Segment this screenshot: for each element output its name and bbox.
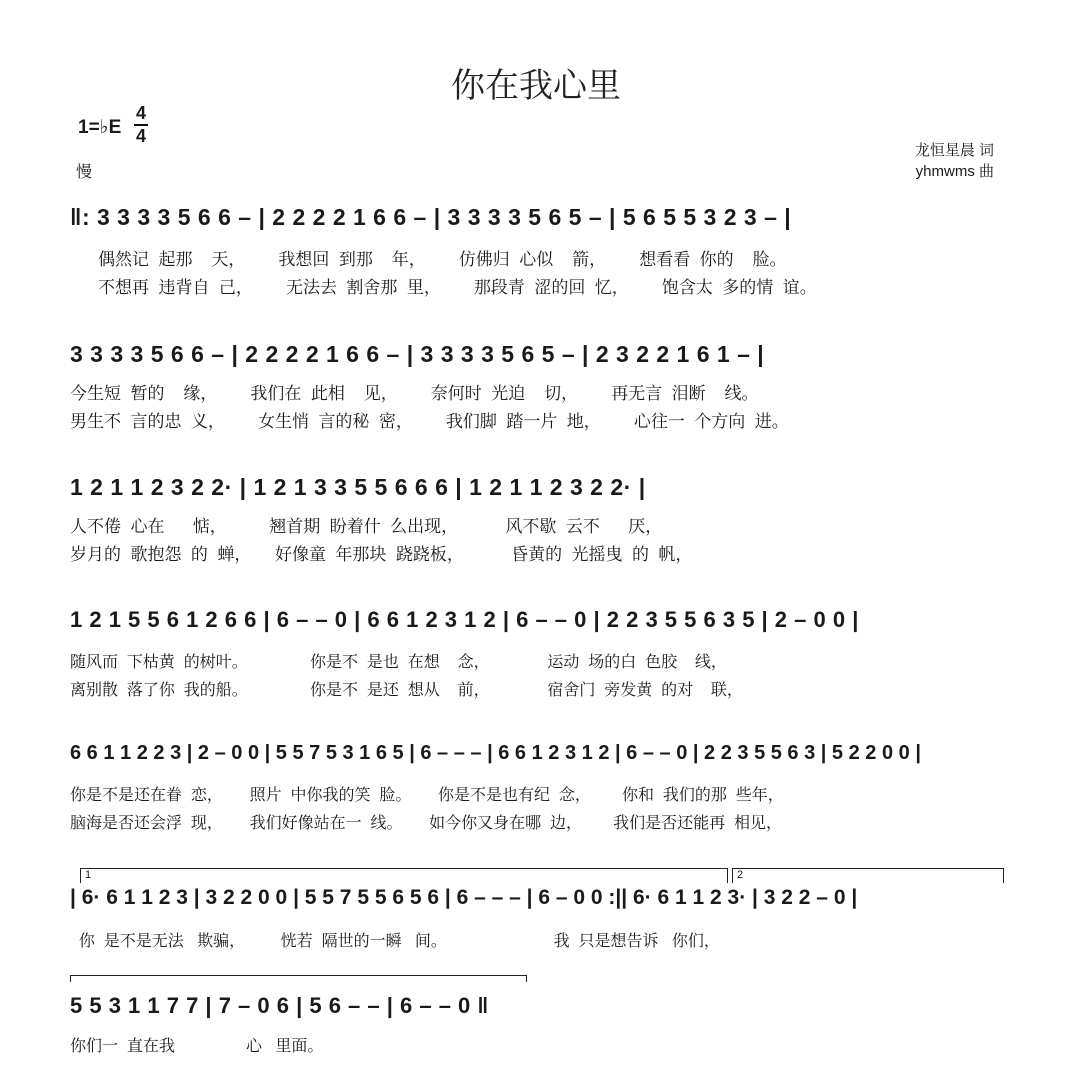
notes-line: ‖: 3 3 3 3 5 6 6 – | 2 2 2 2 1 6 6 – | 3 3 3 3 5 6 5 – | 5 6 5 5 3 2 3 – |	[70, 204, 792, 230]
lyricist-credit: 龙恒星晨 词	[914, 142, 994, 159]
lyrics-verse-2: 岁月的 歌抱怨 的 蝉， 好像童 年那块 跷跷板， 昏黄的 光摇曳 的 帆，	[70, 545, 693, 564]
score-system-6	[70, 868, 1005, 958]
lyrics-verse-2: 离别散 落了你 我的船。 你是不 是还 想从 前， 宿舍门 旁发黄 的对 联，	[70, 682, 743, 699]
key-signature: 1=♭E	[78, 117, 122, 138]
score-system-1	[70, 200, 1005, 300]
score-system-2	[70, 337, 1005, 437]
lyrics-verse-2: 脑海是否还会浮 现， 我们好像站在一 线。 如今你又身在哪 边， 我们是否还能再 相见，	[70, 815, 783, 832]
first-ending-number: 1	[85, 869, 92, 881]
lyrics-verse-1: 你是不是还在眷 恋， 照片 中你我的笑 脸。 你是不是也有纪 念， 你和 我们的那 些年，	[70, 787, 784, 804]
lyrics-verse-1: 随风而 下枯黄 的树叶。 你是不 是也 在想 念， 运动 场的白 色胶 线，	[70, 654, 727, 671]
second-ending-number: 2	[737, 869, 744, 881]
time-signature	[134, 103, 148, 147]
time-signature-top: 4	[135, 103, 146, 123]
notes-line: 5 5 3 1 1 7 7 | 7 – 0 6 | 5 6 – – | 6 – – 0 ‖	[70, 993, 489, 1018]
score-system-7	[70, 975, 530, 1075]
notes-line: 6 6 1 1 2 2 3 | 2 – 0 0 | 5 5 7 5 3 1 6 5 | 6 – – – | 6 6 1 2 3 1 2 | 6 – – 0 | 2 2 3 5 5 6 3 | 5 2 2 0 0 |	[70, 742, 921, 764]
lyrics-verse-1: 你们一 直在我 心 里面。	[70, 1038, 324, 1055]
time-signature-bottom: 4	[135, 126, 146, 146]
phrase-bracket	[70, 975, 527, 982]
notes-line: 3 3 3 3 5 6 6 – | 2 2 2 2 1 6 6 – | 3 3 3 3 5 6 5 – | 2 3 2 2 1 6 1 – |	[70, 341, 765, 367]
tempo-marking: 慢	[76, 164, 93, 181]
lyrics-verse-2: 不想再 违背自 己， 无法去 割舍那 里， 那段青 涩的回 忆， 饱含太 多的情 谊。	[98, 278, 817, 297]
lyrics-verse-1: 今生短 暂的 缘， 我们在 此相 见， 奈何时 光迫 切， 再无言 泪断 线。	[70, 384, 759, 403]
score-system-3	[70, 470, 1005, 570]
first-ending-bracket	[80, 868, 728, 883]
second-ending-bracket	[732, 868, 1004, 883]
score-system-4	[70, 605, 1005, 705]
notes-line: 1 2 1 1 2 3 2 2· | 1 2 1 3 3 5 5 6 6 6 | 1 2 1 1 2 3 2 2· |	[70, 474, 646, 500]
lyrics-verse-1: 偶然记 起那 天， 我想回 到那 年， 仿佛归 心似 箭， 想看看 你的 脸。	[98, 250, 787, 269]
composer-credit: yhmwms 曲	[915, 163, 994, 180]
notes-line: | 6· 6 1 1 2 3 | 3 2 2 0 0 | 5 5 7 5 5 6 5 6 | 6 – – – | 6 – 0 0 :|| 6· 6 1 1 2 3· | 3 2 2 – 0 |	[70, 886, 858, 909]
score-system-5	[70, 740, 1005, 840]
song-title: 你在我心里	[451, 67, 621, 105]
lyrics-verse-1: 你 是不是无法 欺骗， 恍若 隔世的一瞬 间。 我 只是想告诉 你们，	[70, 933, 720, 950]
lyrics-verse-2: 男生不 言的忠 义， 女生悄 言的秘 密， 我们脚 踏一片 地， 心往一 个方向 进。	[70, 412, 789, 431]
notes-line: 1 2 1 5 5 6 1 2 6 6 | 6 – – 0 | 6 6 1 2 3 1 2 | 6 – – 0 | 2 2 3 5 5 6 3 5 | 2 – 0 0 |	[70, 607, 859, 632]
lyrics-verse-1: 人不倦 心在 惦， 翘首期 盼着什 么出现， 风不歇 云不 厌，	[70, 517, 663, 536]
